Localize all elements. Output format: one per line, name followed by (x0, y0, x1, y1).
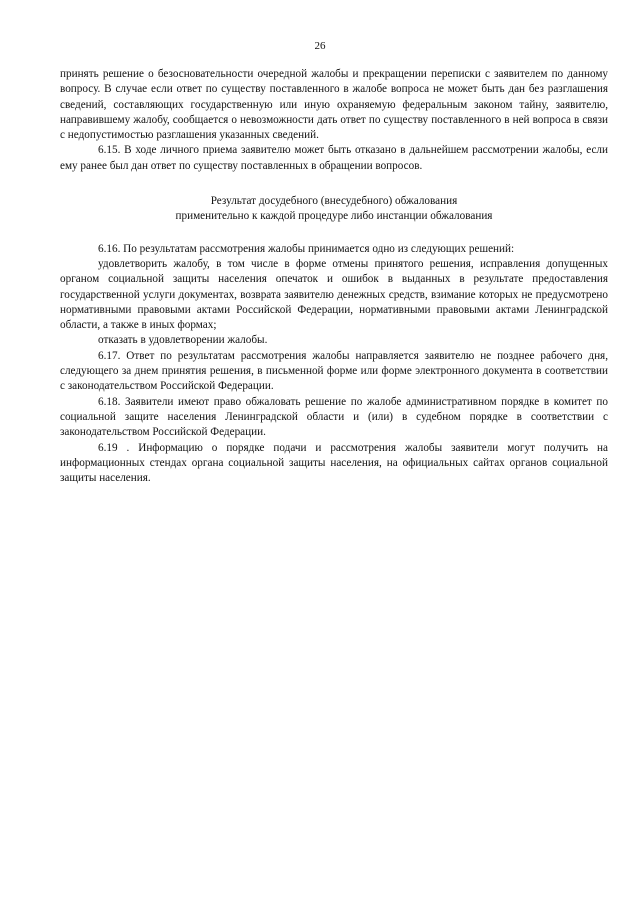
section-heading-line-2: применительно к каждой процедуре либо инстанции обжалования (175, 210, 493, 223)
paragraph-6-16: 6.16. По результатам рассмотрения жалобы принимается одно из следующих решений: (98, 242, 515, 255)
page-number: 26 (314, 40, 326, 52)
paragraph-6-17: 6.17. Ответ по результатам рассмотрения жалобы направляется заявителю не позднее рабочего дня, следующего за днем принятия решения, в письменной форме или форме электронного документа в соответствии с законодательством Российской Федерации. (60, 349, 608, 393)
section-heading-line-1: Результат досудебного (внесудебного) обжалования (210, 195, 458, 208)
paragraph-6-18: 6.18. Заявители имеют право обжаловать решение по жалобе административном порядке в комитет по социальной защите населения Ленинградской области и (или) в судебном порядке в соответствии с законодательством Российской Федерации. (60, 395, 608, 439)
paragraph-6-19: 6.19 . Информацию о порядке подачи и рассмотрения жалобы заявители могут получить на информационных стендах органа социальной защиты населения, на официальных сайтах органов социальной защиты населения. (60, 441, 608, 485)
section-heading (60, 194, 608, 225)
paragraph-6-15: 6.15. В ходе личного приема заявителю может быть отказано в дальнейшем рассмотрении жалобы, если ему ранее был дан ответ по существу поставленных в обращении вопросов. (60, 144, 608, 172)
paragraph-continuation: принять решение о безосновательности очередной жалобы и прекращении переписки с заявителем по данному вопросу. В случае если ответ по существу поставленного в жалобе вопроса не может быть дан без разглашения сведений, составляющих государственную или иную охраняемую федеральным законом тайну, заявителю, направившему жалобу, сообщается о невозможности дать ответ по существу поставленного в ней вопроса в связи с недопустимостью разглашения указанных сведений. (60, 68, 608, 142)
paragraph-decision-satisfy: удовлетворить жалобу, в том числе в форме отмены принятого решения, исправления допущенных органом социальной защиты населения опечаток и ошибок в выданных в результате предоставления государственной услуги документах, возврата заявителю денежных средств, взимание которых не предусмотрено нормативными правовыми актами Российской Федерации, нормативными правовыми актами Ленинградской области, а также в иных формах; (60, 257, 608, 332)
document-body (60, 67, 608, 486)
paragraph-decision-refuse: отказать в удовлетворении жалобы. (98, 334, 268, 347)
